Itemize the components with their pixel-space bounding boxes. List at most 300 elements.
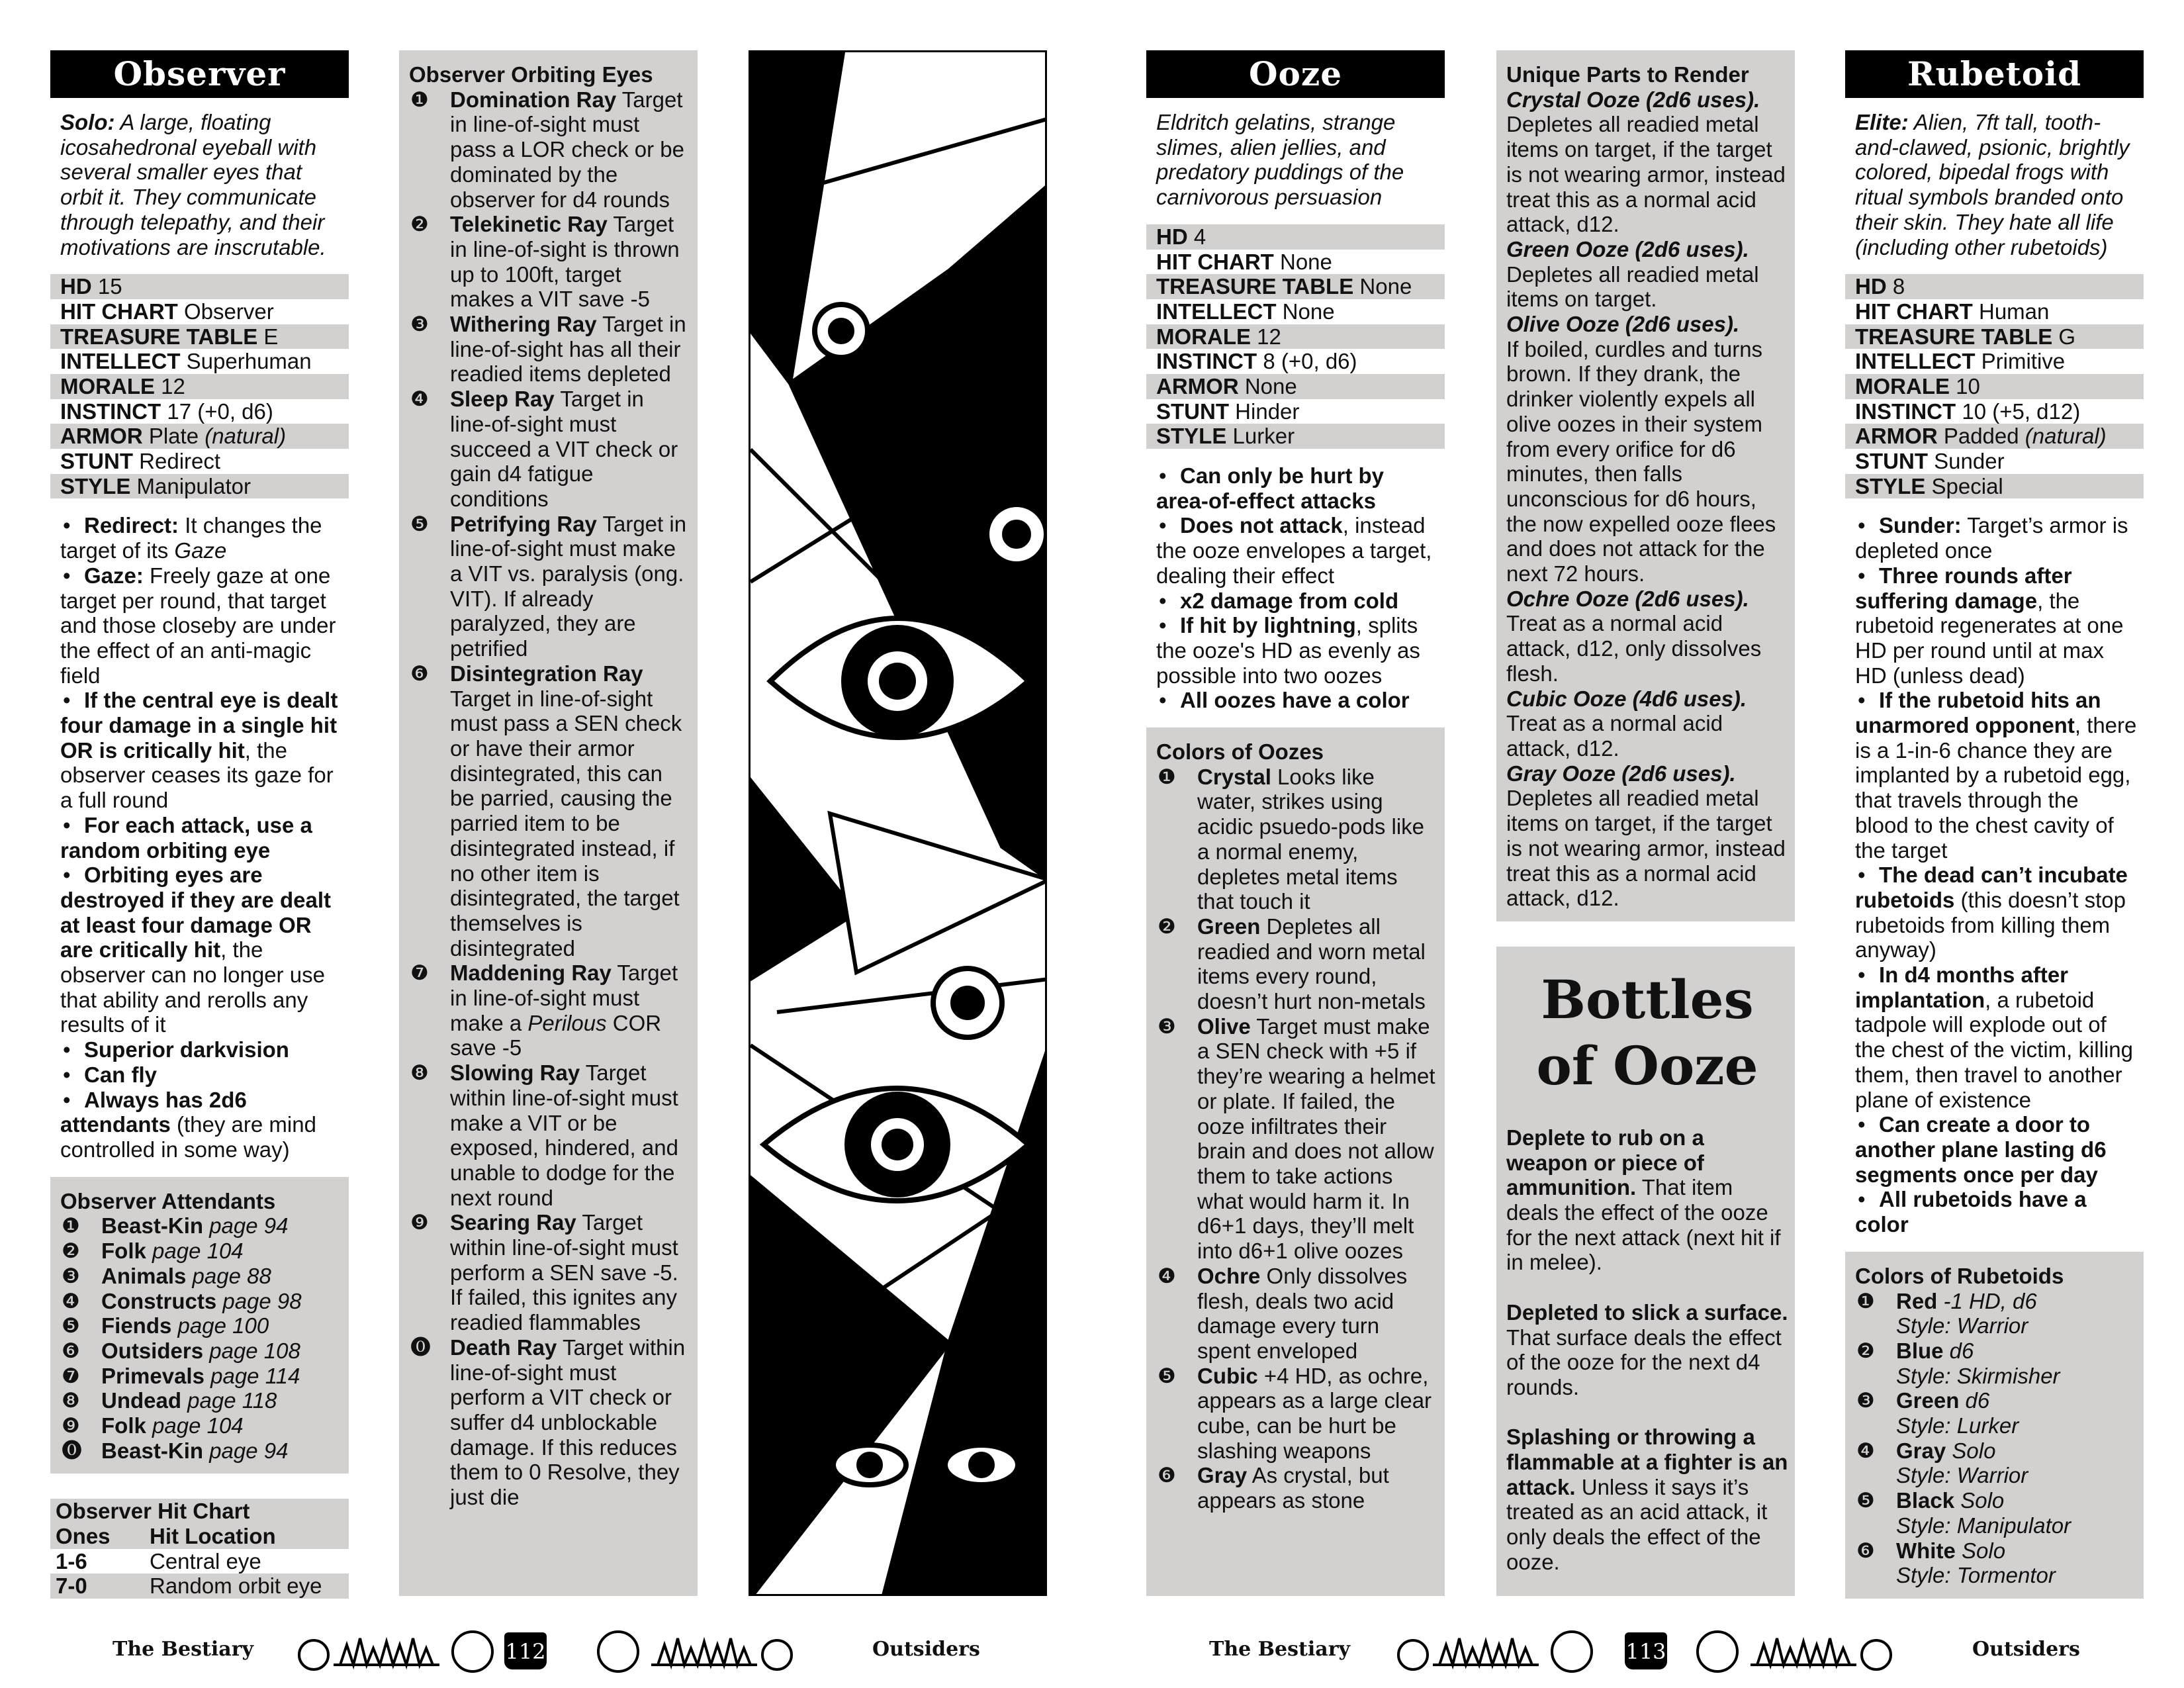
item-text (450, 387, 691, 512)
text-run: Only dissolves flesh, deals two acid damage every turn spent enveloped (1197, 1263, 1408, 1363)
stat-label: TREASURE TABLE (1855, 324, 2053, 349)
text-run: Elite: (1855, 110, 1909, 134)
item-text (101, 1388, 342, 1413)
stat-label: HD (60, 274, 92, 299)
stat-row (50, 274, 349, 299)
text-run: page 104 (146, 1239, 244, 1264)
number-marker-icon: ❷ (62, 1239, 80, 1263)
item-text (101, 1213, 342, 1239)
text-run: Sleep Ray (450, 387, 555, 412)
stat-label: STYLE (1855, 473, 1926, 498)
text-run: page 94 (203, 1213, 289, 1239)
monster-title: Rubetoid (1845, 50, 2144, 98)
item-text (1197, 1264, 1438, 1364)
item-text (450, 661, 691, 961)
text-run: 8 (+0, d6) (1263, 349, 1357, 374)
ability-item (1855, 513, 2137, 563)
ability-item (60, 1088, 342, 1162)
number-marker-icon: ⓿ (62, 1438, 82, 1462)
page-number: 112 (504, 1632, 547, 1669)
ooze-column (1146, 50, 1445, 1596)
stat-row (1845, 349, 2144, 374)
table-row (50, 1549, 349, 1574)
observer-illustration (749, 50, 1047, 1596)
text-run: Target in line-of-sight must make a VIT vs. paralysis (ong. VIT). If already paralyzed, they are petrified (450, 511, 687, 661)
ability-item (1156, 513, 1438, 588)
text-run: , the rubetoid regenerates at one HD per round until at max HD (unless dead) (1855, 588, 2124, 688)
numbered-item (60, 1289, 342, 1314)
text-run: Unless it says it’s treated as an acid attack, it only deals the effect of the ooze. (1506, 1474, 1768, 1574)
number-marker-icon: ❸ (1856, 1389, 1875, 1413)
text-run: x2 damage from cold (1180, 588, 1399, 613)
eyes-artwork (751, 52, 1047, 1596)
text-run: Searing Ray (450, 1210, 576, 1235)
number-marker-icon: ❹ (1158, 1264, 1176, 1288)
text-run: If the rubetoid hits an unarmored opponent (1855, 688, 2101, 738)
ability-item (1855, 688, 2137, 863)
numbered-item (409, 961, 691, 1060)
text-run: Outsiders (101, 1338, 204, 1363)
text-run: Gaze: (84, 563, 144, 588)
numbered-item (60, 1338, 342, 1364)
numbered-item (409, 87, 691, 212)
number-marker-icon: ⓿ (410, 1335, 431, 1359)
stat-row (50, 424, 349, 449)
text-run: Depletes all readied metal items on target, if the target is not wearing armor, instead treat this as a normal acid attack, d12. (1506, 786, 1786, 911)
ability-item (1855, 863, 2137, 962)
text-run: d6 (1959, 1388, 1990, 1413)
numbered-item (60, 1413, 342, 1438)
ability-list (1146, 463, 1445, 713)
stat-label: TREASURE TABLE (60, 324, 258, 349)
text-run: None (1279, 249, 1332, 274)
ability-item (1156, 463, 1438, 513)
number-marker-icon: ❺ (62, 1314, 80, 1338)
column-header: Ones (56, 1524, 111, 1549)
item-text (101, 1239, 342, 1264)
item-text (101, 1264, 342, 1289)
number-marker-icon: ❹ (1856, 1438, 1875, 1462)
number-marker-icon: ❸ (1158, 1014, 1176, 1038)
text-run: Depletes all readied and worn metal items every round, doesn’t hurt non-metals (1197, 914, 1426, 1014)
text-run: 12 (161, 373, 185, 399)
stat-row (1146, 399, 1445, 424)
stat-row (1146, 224, 1445, 250)
text-run: page 100 (171, 1313, 269, 1338)
numbered-item (60, 1438, 342, 1464)
text-run: (natural) (2025, 424, 2107, 449)
text-run: If boiled, curdles and turns brown. If they drank, the drinker violently expels all olive oozes in their system from every orifice for d6 minutes, then falls unconscious for d6 hours, the now expelled ooze flees and does not attack for the next 72 hours. (1506, 336, 1776, 586)
numbered-item (1156, 1264, 1438, 1364)
text-run: Target in line-of-sight has all their readied items depleted (450, 312, 686, 387)
item-text (1197, 914, 1438, 1014)
number-marker-icon: ❻ (410, 661, 429, 685)
paragraph (1506, 761, 1788, 911)
bullet-icon: • (1858, 1112, 1866, 1137)
item-text (101, 1364, 342, 1389)
item-text (1896, 1438, 2137, 1488)
numbered-item (1156, 1463, 1438, 1513)
bullet-icon: • (1858, 688, 1866, 713)
text-run: All rubetoids have a color (1855, 1187, 2087, 1237)
stat-label: STUNT (1156, 399, 1229, 424)
stat-label: HD (1156, 224, 1188, 249)
text-run: Fiends (101, 1313, 172, 1338)
text-run: Splashing or throwing a flammable at a fighter is an attack. (1506, 1425, 1788, 1499)
paragraph (1506, 1300, 1788, 1400)
text-run: E (263, 324, 279, 349)
item-text (1896, 1538, 2137, 1588)
stat-label: INSTINCT (1156, 349, 1257, 374)
number-marker-icon: ❷ (410, 212, 429, 236)
text-run: Observer (183, 299, 274, 324)
text-run: Ochre Ooze (2d6 uses). (1506, 586, 1749, 611)
stat-label: INSTINCT (1855, 399, 1956, 424)
stat-row (1845, 274, 2144, 299)
item-text (101, 1338, 342, 1364)
text-run: Freely gaze at one target per round, that target and those closeby are under the effect of an anti-magic field (60, 563, 336, 688)
number-marker-icon: ❼ (410, 961, 429, 985)
stat-row (1146, 349, 1445, 374)
text-run: Treat as a normal acid attack, d12. (1506, 711, 1723, 761)
text-run: Target in line-of-sight must succeed a VIT check or gain d4 fatigue conditions (450, 387, 678, 511)
ability-item (1855, 1112, 2137, 1187)
item-text (1896, 1488, 2137, 1538)
text-run: Treat as a normal acid attack, d12, only dissolves flesh. (1506, 611, 1762, 686)
item-text (101, 1413, 342, 1438)
number-marker-icon: ❹ (410, 387, 429, 411)
number-marker-icon: ❷ (1856, 1338, 1875, 1362)
numbered-item (1156, 765, 1438, 914)
text-run: Blue (1896, 1338, 1944, 1363)
text-run: Always has 2d6 attendants (60, 1087, 247, 1137)
numbered-item (1156, 914, 1438, 1014)
info-box (1845, 1252, 2144, 1599)
stat-row (50, 474, 349, 499)
item-text (450, 212, 691, 312)
bullet-icon: • (1858, 962, 1866, 988)
number-marker-icon: ❸ (410, 312, 429, 336)
numbered-item (409, 1060, 691, 1210)
text-run: Beast-Kin (101, 1438, 204, 1463)
text-run: Depleted to slick a surface. (1506, 1299, 1788, 1325)
text-run: Target must make a SEN check with +5 if they’re wearing a helmet or plate. If failed, the ooze infiltrates their brain and does not allow them to take actions what would harm it. In d6+1 days, they’ll melt into d6+1 olive oozes (1197, 1013, 1435, 1264)
stat-row (1845, 449, 2144, 474)
text-run: Lurker (1232, 424, 1295, 449)
text-run: page 108 (203, 1338, 300, 1363)
text-run: None (1282, 299, 1335, 324)
item-text (1896, 1338, 2137, 1388)
text-run: Perilous (527, 1010, 607, 1035)
text-run: Solo (1954, 1488, 2005, 1513)
stat-label: INTELLECT (1156, 299, 1277, 324)
ability-item (1156, 688, 1438, 713)
text-run: Style: Manipulator (1896, 1513, 2071, 1538)
text-run: +4 HD, as ochre, appears as a large clear cube, can be hurt be slashing weapons (1197, 1363, 1432, 1463)
numbered-item (1855, 1438, 2137, 1488)
ability-item (60, 688, 342, 813)
text-run: If hit by lightning (1180, 613, 1356, 638)
number-marker-icon: ❾ (62, 1414, 80, 1438)
text-run: Redirect: (84, 513, 179, 538)
footer-book-title: The Bestiary (1209, 1638, 1350, 1661)
stat-row (1845, 474, 2144, 499)
item-text (1197, 1364, 1438, 1464)
text-run: , a rubetoid tadpole will explode out of the chest of the victim, killing them, then travel to another plane of existence (1855, 987, 2134, 1112)
item-text (1896, 1388, 2137, 1438)
item-text (450, 1335, 691, 1510)
monster-title: Observer (50, 50, 349, 98)
numbered-item (60, 1239, 342, 1264)
numbered-item (60, 1213, 342, 1239)
numbered-item (1855, 1488, 2137, 1538)
text-run: Target in line-of-sight must make a (450, 961, 678, 1035)
bullet-icon: • (1159, 513, 1167, 538)
stat-row (1845, 374, 2144, 399)
art-large-eye (764, 1088, 1028, 1201)
number-marker-icon: ❶ (410, 87, 429, 111)
stat-row (1845, 324, 2144, 350)
number-marker-icon: ❶ (1856, 1289, 1875, 1313)
ability-item (60, 563, 342, 688)
text-run: , instead the ooze envelopes a target, dealing their effect (1156, 513, 1432, 588)
paragraph (1506, 586, 1788, 686)
stat-row (50, 299, 349, 324)
text-run: As crystal, but appears as stone (1197, 1463, 1389, 1513)
stat-label: INTELLECT (1855, 349, 1976, 374)
text-run: (natural) (205, 424, 287, 449)
number-marker-icon: ❽ (62, 1389, 80, 1413)
numbered-item (409, 312, 691, 387)
bullet-icon: • (63, 513, 71, 538)
text-run: Maddening Ray (450, 961, 612, 986)
roll-cell: 1-6 (56, 1548, 87, 1573)
text-run: Style: Warrior (1896, 1313, 2028, 1338)
info-box (1146, 727, 1445, 1596)
text-run: For each attack, use a random orbiting eye (60, 812, 312, 863)
info-box (50, 1177, 349, 1474)
stat-row (50, 449, 349, 474)
bullet-icon: • (63, 1037, 71, 1062)
stat-block (50, 274, 349, 498)
stat-row (1845, 424, 2144, 449)
text-run: (they are mind controlled in some way) (60, 1112, 316, 1162)
item-text (101, 1313, 342, 1338)
text-run: Disintegration Ray (450, 661, 643, 686)
paragraph (1506, 87, 1788, 237)
page-number: 113 (1625, 1632, 1667, 1669)
text-run: Alien, 7ft tall, tooth-and-clawed, psionic, brightly colored, bipedal frogs with ritual symbols branded onto their skin. They hate all life (including other rubetoids) (1855, 110, 2130, 259)
text-run: Cubic (1197, 1363, 1258, 1388)
stat-label: HIT CHART (1156, 249, 1274, 274)
text-run: Style: Warrior (1896, 1463, 2028, 1488)
table-title (50, 1499, 349, 1524)
table-row (50, 1573, 349, 1599)
text-run: Undead (101, 1388, 182, 1413)
number-marker-icon: ❻ (1856, 1538, 1875, 1562)
location-cell: Central eye (150, 1548, 261, 1573)
text-run: Style: Skirmisher (1896, 1363, 2060, 1388)
stat-label: MORALE (1156, 324, 1251, 349)
number-marker-icon: ❺ (410, 512, 429, 536)
table-header (50, 1524, 349, 1549)
text-run: Olive Ooze (2d6 uses). (1506, 312, 1740, 337)
ability-list (1845, 513, 2144, 1237)
text-run: Crystal (1197, 764, 1271, 789)
item-text (101, 1438, 342, 1464)
text-run: It changes the target of its (60, 513, 322, 563)
text-run: 15 (97, 274, 122, 299)
number-marker-icon: ❻ (62, 1338, 80, 1362)
stat-label: TREASURE TABLE (1156, 274, 1354, 299)
stat-row (50, 399, 349, 424)
text-run: COR save -5 (450, 1010, 662, 1060)
number-marker-icon: ❶ (62, 1214, 80, 1238)
box-heading: Observer Attendants (60, 1188, 276, 1213)
numbered-item (409, 212, 691, 312)
paragraph (1506, 686, 1788, 761)
text-run: That surface deals the effect of the ooze for the next d4 rounds. (1506, 1325, 1782, 1399)
bullet-icon: • (1858, 563, 1866, 588)
text-run: Looks like water, strikes using acidic psuedo-pods like a normal enemy, depletes metal items that touch it (1197, 764, 1425, 914)
text-run: 10 (1956, 373, 1980, 399)
item-text (1197, 765, 1438, 914)
item-text (450, 1210, 691, 1335)
text-run: , there is a 1-in-6 chance they are implanted by a rubetoid egg, that travels through the blood to the chest cavity of the target (1855, 713, 2137, 863)
text-run: Deplete to rub on a weapon or piece of ammunition. (1506, 1125, 1704, 1200)
text-run: (this doesn’t stop rubetoids from killing them anyway) (1855, 887, 2126, 962)
ooze-parts-column (1496, 50, 1795, 1596)
text-run: None (1244, 373, 1297, 399)
text-run: Special (1931, 473, 2003, 498)
footer-chapter: Outsiders (872, 1638, 980, 1661)
text-run: Style: Tormentor (1896, 1563, 2056, 1588)
text-run: In d4 months after implantation (1855, 962, 2069, 1012)
text-run: Folk (101, 1413, 146, 1438)
stat-row (1845, 299, 2144, 324)
item-text (1896, 1289, 2137, 1338)
stat-row (1146, 250, 1445, 275)
box-heading: Colors of Oozes (1156, 739, 1324, 765)
stat-label: ARMOR (1855, 424, 1938, 449)
table-title-text: Observer Hit Chart (56, 1499, 250, 1524)
text-run: If the central eye is dealt four damage in a single hit OR is critically hit (60, 688, 338, 763)
box-heading: Unique Parts to Render (1506, 62, 1749, 87)
bullet-icon: • (63, 688, 71, 713)
item-text (1197, 1463, 1438, 1513)
location-cell: Random orbit eye (150, 1573, 322, 1599)
ability-list (50, 513, 349, 1162)
text-run: Gray (1896, 1438, 1946, 1463)
text-run: Human (1978, 299, 2050, 324)
bullet-icon: • (63, 1062, 71, 1087)
text-run: Solo (1946, 1438, 1996, 1463)
text-run: Target within line-of-sight must perform a VIT check or suffer d4 unblockable damage. If this reduces them to 0 Resolve, they just die (450, 1335, 686, 1510)
stat-row (1146, 374, 1445, 399)
ability-item (1156, 613, 1438, 688)
text-run: page 98 (216, 1288, 302, 1313)
stat-row (50, 374, 349, 399)
stat-row (1146, 274, 1445, 299)
text-run: 4 (1193, 224, 1206, 249)
bullet-icon: • (63, 563, 71, 588)
text-run: Padded (1943, 424, 2025, 449)
text-run: Cubic Ooze (4d6 uses). (1506, 686, 1747, 711)
text-run: Black (1896, 1488, 1955, 1513)
text-run: Target’s armor is depleted once (1855, 513, 2128, 563)
paragraph (1506, 237, 1788, 312)
item-text (450, 87, 691, 212)
text-run: Can only be hurt by area-of-effect attacks (1156, 463, 1385, 513)
bullet-icon: • (1858, 863, 1866, 888)
number-marker-icon: ❻ (1158, 1464, 1176, 1487)
stat-row (1845, 399, 2144, 424)
item-text (450, 312, 691, 387)
numbered-item (60, 1264, 342, 1289)
number-marker-icon: ❽ (410, 1061, 429, 1085)
text-run: Depletes all readied metal items on target. (1506, 261, 1759, 312)
text-run: The dead can’t incubate rubetoids (1855, 863, 2128, 912)
text-run: Sunder: (1879, 513, 1962, 538)
text-run: Plate (148, 424, 205, 449)
text-run: page 94 (203, 1438, 289, 1463)
text-run: Beast-Kin (101, 1213, 204, 1239)
text-run: Red (1896, 1288, 1938, 1313)
bullet-icon: • (63, 1087, 71, 1112)
text-run: Gaze (174, 538, 227, 563)
text-run: Target in line-of-sight must pass a LOR check or be dominated by the observer for d4 rounds (450, 87, 685, 212)
numbered-item (1855, 1289, 2137, 1338)
stat-label: HIT CHART (60, 299, 178, 324)
text-run: Withering Ray (450, 312, 597, 337)
text-run: , the observer can no longer use that ability and rerolls any results of it (60, 937, 325, 1037)
stat-label: MORALE (60, 373, 155, 399)
ability-item (60, 813, 342, 863)
bullet-icon: • (63, 863, 71, 888)
text-run: Ochre (1197, 1263, 1261, 1288)
stat-label: HD (1855, 274, 1887, 299)
text-run: Manipulator (136, 473, 251, 498)
text-run: None (1359, 274, 1412, 299)
text-run: All oozes have a color (1180, 688, 1410, 713)
stat-label: INSTINCT (60, 399, 161, 424)
stat-row (50, 349, 349, 374)
text-run: Animals (101, 1263, 187, 1288)
stat-label: ARMOR (1156, 373, 1239, 399)
ability-item (1855, 1187, 2137, 1237)
numbered-item (1855, 1338, 2137, 1388)
numbered-item (409, 512, 691, 661)
text-run: 17 (+0, d6) (167, 399, 273, 424)
text-run: Gray (1197, 1463, 1248, 1488)
roll-cell: 7-0 (56, 1573, 87, 1599)
text-run: Target within line-of-sight must make a VIT or be exposed, hindered, and unable to dodge for the next round (450, 1060, 678, 1210)
item-text (450, 961, 691, 1060)
text-run: Style: Lurker (1896, 1413, 2019, 1438)
ability-item (1855, 563, 2137, 688)
bullet-icon: • (1159, 613, 1167, 638)
footer-book-title: The Bestiary (113, 1638, 253, 1661)
text-run: Constructs (101, 1288, 217, 1313)
text-run: Green Ooze (2d6 uses). (1506, 236, 1749, 261)
box-heading: Observer Orbiting Eyes (409, 62, 653, 87)
text-run: Solo: (60, 110, 115, 134)
info-box (1496, 50, 1795, 921)
text-run: Petrifying Ray (450, 511, 597, 536)
numbered-item (409, 1210, 691, 1335)
monster-description (60, 110, 339, 259)
text-run: Gray Ooze (2d6 uses). (1506, 761, 1736, 786)
